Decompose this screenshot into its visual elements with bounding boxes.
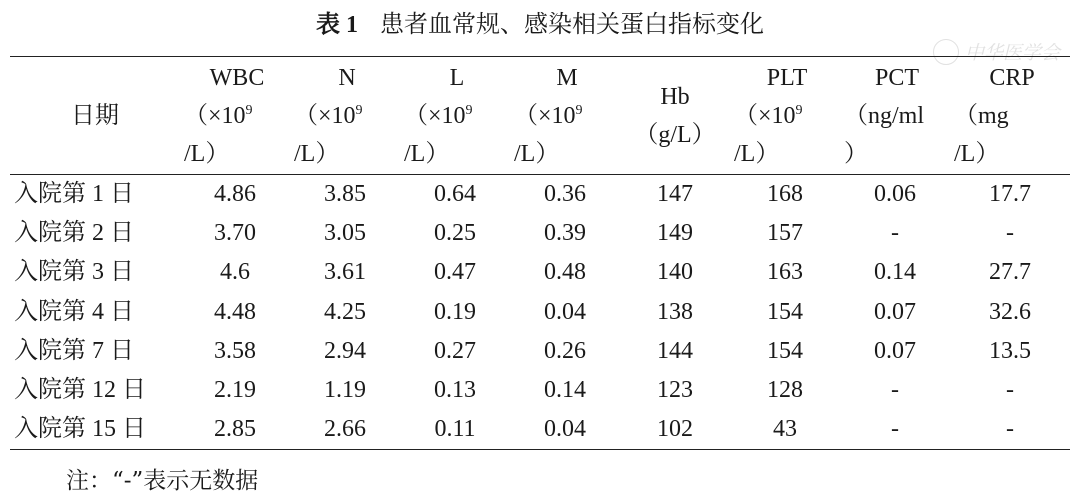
- column-header-l: [400, 57, 510, 175]
- table-cell: 0.27: [434, 338, 476, 365]
- column-header-exponent: 9: [465, 102, 473, 118]
- column-header-unit-tail: /L）: [954, 140, 1000, 167]
- table-cell: 0.07: [874, 298, 916, 325]
- column-header-exponent: 9: [795, 102, 803, 118]
- table-cell: 43: [773, 416, 797, 443]
- table-note: 注：“-”表示无数据: [66, 468, 259, 494]
- column-header-name: N: [338, 64, 356, 91]
- table-row: [10, 175, 1070, 215]
- column-header-unit: [294, 97, 400, 135]
- table-cell: 27.7: [989, 259, 1031, 286]
- table-cell: 138: [657, 298, 693, 325]
- row-date: 入院第 15 日: [14, 416, 146, 443]
- column-header-unit-text: （ng/ml: [844, 102, 925, 129]
- table-cell: 123: [657, 377, 693, 404]
- table-cell: 3.58: [214, 338, 256, 365]
- table-cell: 154: [767, 338, 803, 365]
- column-header-unit-tail: /L）: [734, 140, 780, 167]
- column-header-unit: [954, 97, 1070, 135]
- table-cell: 102: [657, 416, 693, 443]
- table-title: [0, 6, 1080, 43]
- table-cell: -: [1006, 220, 1014, 247]
- table-caption: 患者血常规、感染相关蛋白指标变化: [380, 10, 764, 38]
- table-cell: 2.19: [214, 377, 256, 404]
- row-date: 入院第 12 日: [14, 377, 146, 404]
- table-cell: -: [891, 377, 899, 404]
- table-cell: 144: [657, 338, 693, 365]
- table-cell: 0.13: [434, 377, 476, 404]
- table-cell: 2.94: [324, 338, 366, 365]
- column-header-unit-tail: /L）: [404, 140, 450, 167]
- table-cell: 157: [767, 220, 803, 247]
- table-row: [10, 410, 1070, 450]
- data-table: [10, 56, 1070, 450]
- table-row: [10, 332, 1070, 371]
- column-header-name: PLT: [766, 64, 808, 91]
- column-header-exponent: 9: [245, 102, 253, 118]
- table-cell: 0.06: [874, 181, 916, 207]
- column-header-unit-text: （×10: [294, 102, 356, 129]
- column-header-unit: [844, 97, 950, 135]
- table-cell: 1.19: [324, 377, 366, 404]
- table-cell: 3.05: [324, 220, 366, 247]
- table-cell: 17.7: [989, 181, 1031, 207]
- table-cell: 149: [657, 220, 693, 247]
- table-cell: 2.85: [214, 416, 256, 443]
- column-header-unit: [184, 97, 290, 135]
- column-header-name: L: [449, 64, 465, 91]
- column-header-n: [290, 57, 400, 175]
- column-header-unit-tail: /L）: [514, 140, 560, 167]
- table-cell: 0.25: [434, 220, 476, 247]
- table-cell: 0.64: [434, 181, 476, 207]
- table-cell: -: [891, 220, 899, 247]
- column-header-name: PCT: [874, 64, 919, 91]
- table-cell: 4.25: [324, 298, 366, 325]
- table-cell: 0.39: [544, 220, 586, 247]
- column-header-unit-text: （×10: [734, 102, 796, 129]
- table-cell: 0.36: [544, 181, 586, 207]
- table-cell: 154: [767, 298, 803, 325]
- column-header-unit-tail: /L）: [294, 140, 340, 167]
- table-row: [10, 293, 1070, 332]
- table-cell: 128: [767, 377, 803, 404]
- column-header-unit-text: （mg: [954, 102, 1009, 129]
- column-header-exponent: 9: [355, 102, 363, 118]
- table-row: [10, 371, 1070, 410]
- table-row: [10, 253, 1070, 292]
- table-body: [10, 175, 1070, 450]
- table-cell: 0.19: [434, 298, 476, 325]
- row-date: 入院第 4 日: [14, 298, 134, 325]
- column-header-wbc: [180, 57, 290, 175]
- column-header-unit-text: （×10: [514, 102, 576, 129]
- table-cell: 4.48: [214, 298, 256, 325]
- table-cell: 0.04: [544, 298, 586, 325]
- table-cell: -: [891, 416, 899, 443]
- table-cell: 0.26: [544, 338, 586, 365]
- column-header-unit-tail: /L）: [184, 140, 230, 167]
- table-cell: 147: [657, 181, 693, 207]
- table-cell: 3.70: [214, 220, 256, 247]
- column-header-date: 日期: [71, 102, 119, 129]
- row-date: 入院第 3 日: [14, 259, 134, 286]
- table-cell: 2.66: [324, 416, 366, 443]
- column-header-hb: [620, 57, 730, 175]
- column-header-name: Hb: [660, 83, 690, 110]
- watermark-text: 中华医学会: [964, 42, 1060, 64]
- row-date: 入院第 1 日: [14, 181, 134, 207]
- row-date: 入院第 2 日: [14, 220, 134, 247]
- table-cell: 3.61: [324, 259, 366, 286]
- table-cell: 0.48: [544, 259, 586, 286]
- column-header-name: CRP: [989, 64, 1035, 91]
- column-header-exponent: 9: [575, 102, 583, 118]
- column-header-unit-text: （×10: [404, 102, 466, 129]
- table-cell: 4.6: [220, 259, 250, 286]
- table-cell: 0.04: [544, 416, 586, 443]
- column-header-unit-text: （×10: [184, 102, 246, 129]
- column-header-unit: [404, 97, 510, 135]
- column-header-unit: [734, 97, 840, 135]
- table-cell: 0.47: [434, 259, 476, 286]
- column-header-unit-text: （g/L）: [634, 121, 716, 148]
- table-cell: 0.14: [544, 377, 586, 404]
- table-cell: 0.07: [874, 338, 916, 365]
- column-header-unit-tail: ）: [844, 140, 868, 167]
- table-cell: 163: [767, 259, 803, 286]
- table-cell: -: [1006, 416, 1014, 443]
- column-header-name: WBC: [209, 64, 265, 91]
- table-cell: 13.5: [989, 338, 1031, 365]
- table-cell: 32.6: [989, 298, 1031, 325]
- column-header-m: [510, 57, 620, 175]
- column-header-plt: [730, 57, 840, 175]
- column-header-pct: [840, 57, 950, 175]
- table-cell: 168: [767, 181, 803, 207]
- table-number: 表 1: [316, 12, 358, 38]
- column-header-unit: [620, 116, 730, 154]
- table-cell: 0.14: [874, 259, 916, 286]
- column-header-name: M: [556, 64, 578, 91]
- table-cell: 3.85: [324, 181, 366, 207]
- table-row: [10, 214, 1070, 253]
- table-header: [10, 57, 1070, 175]
- table-cell: -: [1006, 377, 1014, 404]
- table-cell: 140: [657, 259, 693, 286]
- column-header-unit: [514, 97, 620, 135]
- table-cell: 4.86: [214, 181, 256, 207]
- row-date: 入院第 7 日: [14, 338, 134, 365]
- column-header-crp: [950, 57, 1070, 175]
- table-cell: 0.11: [434, 416, 476, 443]
